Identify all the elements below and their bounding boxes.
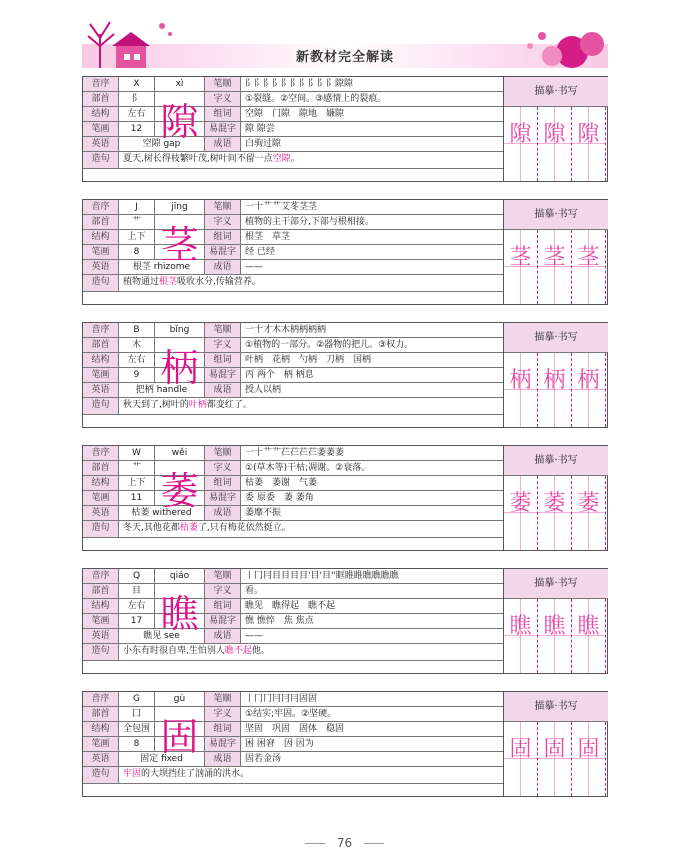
practice-panel [503, 446, 607, 550]
tracing-boxes [504, 476, 608, 550]
tracing-box [572, 353, 606, 427]
english-value: 枯萎 withered [119, 506, 205, 520]
meaning-label: 字义 [205, 338, 241, 352]
example-sentence [119, 398, 503, 414]
words-value: 枯萎 萎谢 气萎 [245, 478, 318, 488]
strokes-value: 9 [119, 368, 155, 382]
sentence-highlight: 叶柄 [188, 400, 207, 410]
confusable-value: 隙 隙尝 [245, 124, 275, 134]
practice-panel [503, 323, 607, 427]
structure-value: 上下 [119, 230, 155, 244]
meaning-label: 字义 [205, 584, 241, 598]
pinyin-value: jīng [155, 200, 205, 214]
info-row [83, 122, 503, 137]
stroke-order-label: 笔顺 [205, 200, 241, 214]
character-card [82, 322, 608, 428]
strokes-value: 17 [119, 614, 155, 628]
confusable-label: 易混字 [205, 491, 241, 505]
confusable-value: 丙 两个 柄 柄息 [245, 370, 314, 380]
stroke-order-value: 丨冂冃目目目目'目'目''眶睢睢瞧瞧瞧瞧 [245, 571, 399, 581]
confusable-label: 易混字 [205, 614, 241, 628]
radical-label: 部首 [83, 215, 119, 229]
meaning-value: 看。 [245, 586, 264, 596]
stroke-order-label: 笔顺 [205, 323, 241, 337]
sentence-text: 小东有时很自卑,生怕别人 [123, 646, 225, 656]
pinyin-value: qiáo [155, 569, 205, 583]
idiom-label: 成语 [205, 506, 241, 520]
pinyin-value: xì [155, 77, 205, 91]
tracing-box [504, 599, 538, 673]
english-value: 根茎 rhizome [119, 260, 205, 274]
sentence-highlight: 空隙 [272, 154, 291, 164]
info-row [83, 92, 503, 107]
confusable-value: 委 原委 萎 萎角 [245, 493, 314, 503]
tracing-boxes [504, 599, 608, 673]
idiom-value: —— [245, 262, 263, 272]
confusable-value: 经 已经 [245, 247, 275, 257]
radical-label: 部首 [83, 707, 119, 721]
meaning-label: 字义 [205, 92, 241, 106]
practice-panel [503, 200, 607, 304]
confusable-label: 易混字 [205, 122, 241, 136]
words-label: 组词 [205, 230, 241, 244]
info-row [83, 338, 503, 353]
structure-value: 左右 [119, 599, 155, 613]
words-value: 坚固 巩固 固体 稳固 [245, 724, 345, 734]
sentence-label: 造句 [83, 767, 119, 783]
tracing-boxes [504, 230, 608, 304]
english-value: 瞧见 see [119, 629, 205, 643]
info-row [83, 506, 503, 521]
info-row [83, 200, 503, 215]
radical-label: 部首 [83, 92, 119, 106]
page-header [82, 16, 608, 68]
words-label: 组词 [205, 722, 241, 736]
radical-label: 部首 [83, 338, 119, 352]
structure-value: 上下 [119, 476, 155, 490]
stroke-order-label: 笔顺 [205, 77, 241, 91]
practice-panel [503, 77, 607, 181]
info-row [83, 230, 503, 245]
english-label: 英语 [83, 506, 119, 520]
words-value: 空隙 门隙 隙地 嫌隙 [245, 109, 345, 119]
idiom-value: —— [245, 631, 263, 641]
idiom-label: 成语 [205, 260, 241, 274]
tracing-character: 茎 [577, 245, 600, 270]
stroke-order-value: 阝阝阝阝阝阝阝阝阝阝隙隙 [245, 79, 354, 89]
tracing-box [572, 722, 606, 796]
meaning-value: ①结实;牢固。②坚硬。 [245, 709, 337, 719]
words-label: 组词 [205, 599, 241, 613]
info-row [83, 260, 503, 275]
tracing-character: 隙 [543, 122, 566, 147]
tracing-character: 柄 [577, 368, 600, 393]
sentence-label: 造句 [83, 275, 119, 291]
english-label: 英语 [83, 629, 119, 643]
featured-character: 萎 [155, 461, 205, 521]
practice-panel [503, 692, 607, 796]
stroke-order-value: 一十才木木柄柄柄柄 [245, 325, 327, 335]
structure-label: 结构 [83, 476, 119, 490]
character-info-grid [83, 323, 503, 427]
pinyin-value: wěi [155, 446, 205, 460]
tracing-box [572, 599, 606, 673]
tracing-character: 瞧 [509, 614, 532, 639]
sentence-text: 夏天,树长得枝繁叶茂,树叶间不留一点 [123, 154, 273, 164]
tracing-box [504, 107, 538, 181]
sentence-text: 的大坝挡住了汹涌的洪水。 [141, 769, 250, 779]
example-sentence [119, 644, 503, 660]
words-value: 根茎 草茎 [245, 232, 291, 242]
practice-heading: 描摹·书写 [504, 569, 608, 599]
sound-label: 音序 [83, 692, 119, 706]
idiom-label: 成语 [205, 752, 241, 766]
structure-value: 左右 [119, 107, 155, 121]
featured-character: 瞧 [155, 584, 205, 644]
idiom-value: 萎靡不振 [245, 508, 282, 518]
confusable-label: 易混字 [205, 737, 241, 751]
practice-heading: 描摹·书写 [504, 692, 608, 722]
english-label: 英语 [83, 260, 119, 274]
pinyin-value: gù [155, 692, 205, 706]
sentence-highlight: 根茎 [159, 277, 178, 287]
info-row [83, 737, 503, 752]
page-title: 新教材完全解读 [295, 50, 394, 65]
character-info-grid [83, 446, 503, 550]
info-row [83, 215, 503, 230]
info-row [83, 599, 503, 614]
meaning-value: ①植物的一部分。②器物的把儿。③权力。 [245, 340, 414, 350]
structure-label: 结构 [83, 353, 119, 367]
example-sentence [119, 152, 503, 168]
info-row [83, 491, 503, 506]
tracing-character: 瞧 [543, 614, 566, 639]
letter-value: J [119, 200, 155, 214]
info-row [83, 245, 503, 260]
strokes-label: 笔画 [83, 122, 119, 136]
sentence-text: 都变红了。 [206, 400, 252, 410]
tracing-character: 柄 [543, 368, 566, 393]
bubbles-decoration [512, 22, 608, 68]
info-row [83, 752, 503, 767]
practice-panel [503, 569, 607, 673]
sound-label: 音序 [83, 569, 119, 583]
info-row [83, 137, 503, 152]
info-row [83, 722, 503, 737]
tracing-character: 瞧 [577, 614, 600, 639]
english-value: 把柄 handle [119, 383, 205, 397]
character-card [82, 199, 608, 305]
confusable-label: 易混字 [205, 368, 241, 382]
info-row [83, 461, 503, 476]
example-sentence [119, 521, 503, 537]
stroke-order-label: 笔顺 [205, 446, 241, 460]
tracing-character: 固 [577, 737, 600, 762]
strokes-label: 笔画 [83, 614, 119, 628]
english-value: 空隙 gap [119, 137, 205, 151]
character-info-grid [83, 200, 503, 304]
english-value: 固定 fixed [119, 752, 205, 766]
idiom-label: 成语 [205, 137, 241, 151]
structure-value: 全包围 [119, 722, 155, 736]
tracing-boxes [504, 353, 608, 427]
info-row [83, 707, 503, 722]
sentence-highlight: 瞧不起 [224, 646, 252, 656]
info-row [83, 383, 503, 398]
character-info-grid [83, 569, 503, 673]
strokes-label: 笔画 [83, 737, 119, 751]
sound-label: 音序 [83, 77, 119, 91]
info-row [83, 584, 503, 599]
tracing-box [504, 722, 538, 796]
idiom-label: 成语 [205, 383, 241, 397]
words-value: 瞧见 瞧得起 瞧不起 [245, 601, 336, 611]
character-card [82, 445, 608, 551]
practice-heading: 描摹·书写 [504, 77, 608, 107]
example-sentence [119, 767, 503, 783]
practice-heading: 描摹·书写 [504, 446, 608, 476]
letter-value: W [119, 446, 155, 460]
tracing-boxes [504, 107, 608, 181]
strokes-label: 笔画 [83, 491, 119, 505]
sentence-text: 冬天,其他花都 [123, 523, 180, 533]
sentence-label: 造句 [83, 521, 119, 537]
practice-heading: 描摹·书写 [504, 200, 608, 230]
info-row [83, 368, 503, 383]
tracing-box [572, 476, 606, 550]
strokes-value: 8 [119, 245, 155, 259]
tracing-character: 固 [543, 737, 566, 762]
idiom-value: 固若金汤 [245, 754, 282, 764]
pinyin-value: bǐng [155, 323, 205, 337]
words-label: 组词 [205, 476, 241, 490]
sentence-text: 植物通过 [123, 277, 160, 287]
letter-value: Q [119, 569, 155, 583]
stroke-order-label: 笔顺 [205, 692, 241, 706]
tracing-box [572, 107, 606, 181]
strokes-label: 笔画 [83, 245, 119, 259]
featured-character: 固 [155, 707, 205, 767]
confusable-value: 憔 憔悴 焦 焦点 [245, 616, 314, 626]
english-label: 英语 [83, 383, 119, 397]
character-info-grid [83, 77, 503, 181]
sentence-row [83, 152, 503, 169]
english-label: 英语 [83, 752, 119, 766]
info-row [83, 323, 503, 338]
tracing-box [504, 476, 538, 550]
words-label: 组词 [205, 353, 241, 367]
info-row [83, 569, 503, 584]
info-row [83, 476, 503, 491]
stroke-order-label: 笔顺 [205, 569, 241, 583]
info-row [83, 353, 503, 368]
sentence-row [83, 398, 503, 415]
letter-value: X [119, 77, 155, 91]
letter-value: G [119, 692, 155, 706]
meaning-label: 字义 [205, 461, 241, 475]
strokes-value: 8 [119, 737, 155, 751]
info-row [83, 629, 503, 644]
info-row [83, 446, 503, 461]
radical-label: 部首 [83, 461, 119, 475]
page-number: 76 [0, 836, 689, 850]
sentence-label: 造句 [83, 398, 119, 414]
tracing-box [538, 722, 572, 796]
radical-label: 部首 [83, 584, 119, 598]
strokes-value: 11 [119, 491, 155, 505]
structure-value: 左右 [119, 353, 155, 367]
featured-character: 隙 [155, 92, 205, 152]
practice-heading: 描摹·书写 [504, 323, 608, 353]
sentence-row [83, 275, 503, 292]
info-row [83, 107, 503, 122]
sentence-row [83, 767, 503, 784]
tracing-box [572, 230, 606, 304]
tracing-box [504, 230, 538, 304]
tracing-character: 萎 [577, 491, 600, 516]
sentence-label: 造句 [83, 644, 119, 660]
sound-label: 音序 [83, 323, 119, 337]
radical-value: 目 [119, 584, 155, 598]
radical-value: 阝 [119, 92, 155, 106]
sentence-highlight: 枯萎 [179, 523, 198, 533]
idiom-value: 白驹过隙 [245, 139, 282, 149]
sentence-text: 秋天到了,树叶的 [123, 400, 189, 410]
structure-label: 结构 [83, 599, 119, 613]
sentence-text: 他。 [251, 646, 270, 656]
tracing-box [538, 599, 572, 673]
character-info-grid [83, 692, 503, 796]
sentence-text: 。 [290, 154, 300, 164]
meaning-label: 字义 [205, 215, 241, 229]
character-card [82, 76, 608, 182]
stroke-order-value: 一十艹艹艾苳茎茎 [245, 202, 318, 212]
structure-label: 结构 [83, 722, 119, 736]
tracing-boxes [504, 722, 608, 796]
strokes-label: 笔画 [83, 368, 119, 382]
radical-value: 艹 [119, 461, 155, 475]
sound-label: 音序 [83, 200, 119, 214]
tracing-character: 隙 [577, 122, 600, 147]
tracing-character: 萎 [509, 491, 532, 516]
structure-label: 结构 [83, 230, 119, 244]
idiom-value: 授人以柄 [245, 385, 282, 395]
info-row [83, 77, 503, 92]
stroke-order-value: 丨冂冂冃冃冃固固 [245, 694, 318, 704]
words-label: 组词 [205, 107, 241, 121]
tracing-character: 固 [509, 737, 532, 762]
english-label: 英语 [83, 137, 119, 151]
tracing-character: 茎 [509, 245, 532, 270]
meaning-value: 植物的主干部分,下部与根相接。 [245, 217, 374, 227]
meaning-value: ①裂缝。②空间。③感情上的裂痕。 [245, 94, 387, 104]
sentence-row [83, 644, 503, 661]
info-row [83, 614, 503, 629]
tracing-box [538, 230, 572, 304]
words-value: 叶柄 花柄 勺柄 刀柄 国柄 [245, 355, 372, 365]
sentence-text: 吸收水分,传输营养。 [177, 277, 261, 287]
structure-label: 结构 [83, 107, 119, 121]
sound-label: 音序 [83, 446, 119, 460]
character-card [82, 691, 608, 797]
tracing-box [538, 476, 572, 550]
tracing-box [538, 353, 572, 427]
sentence-label: 造句 [83, 152, 119, 168]
stroke-order-value: 一十艹艹芢芢芢芢萎萎萎 [245, 448, 345, 458]
strokes-value: 12 [119, 122, 155, 136]
meaning-label: 字义 [205, 707, 241, 721]
character-card [82, 568, 608, 674]
radical-value: 囗 [119, 707, 155, 721]
meaning-value: ①(草木等)干枯;凋谢。②衰落。 [245, 463, 371, 473]
radical-value: 木 [119, 338, 155, 352]
featured-character: 柄 [155, 338, 205, 398]
example-sentence [119, 275, 503, 291]
radical-value: 艹 [119, 215, 155, 229]
tracing-character: 萎 [543, 491, 566, 516]
tracing-box [538, 107, 572, 181]
info-row [83, 692, 503, 707]
letter-value: B [119, 323, 155, 337]
sentence-row [83, 521, 503, 538]
sentence-text: 了,只有梅花依然挺立。 [197, 523, 291, 533]
tracing-character: 隙 [509, 122, 532, 147]
sentence-highlight: 牢固 [123, 769, 142, 779]
tracing-character: 柄 [509, 368, 532, 393]
tracing-character: 茎 [543, 245, 566, 270]
confusable-value: 困 困窘 因 因为 [245, 739, 314, 749]
tracing-box [504, 353, 538, 427]
idiom-label: 成语 [205, 629, 241, 643]
featured-character: 茎 [155, 215, 205, 275]
confusable-label: 易混字 [205, 245, 241, 259]
